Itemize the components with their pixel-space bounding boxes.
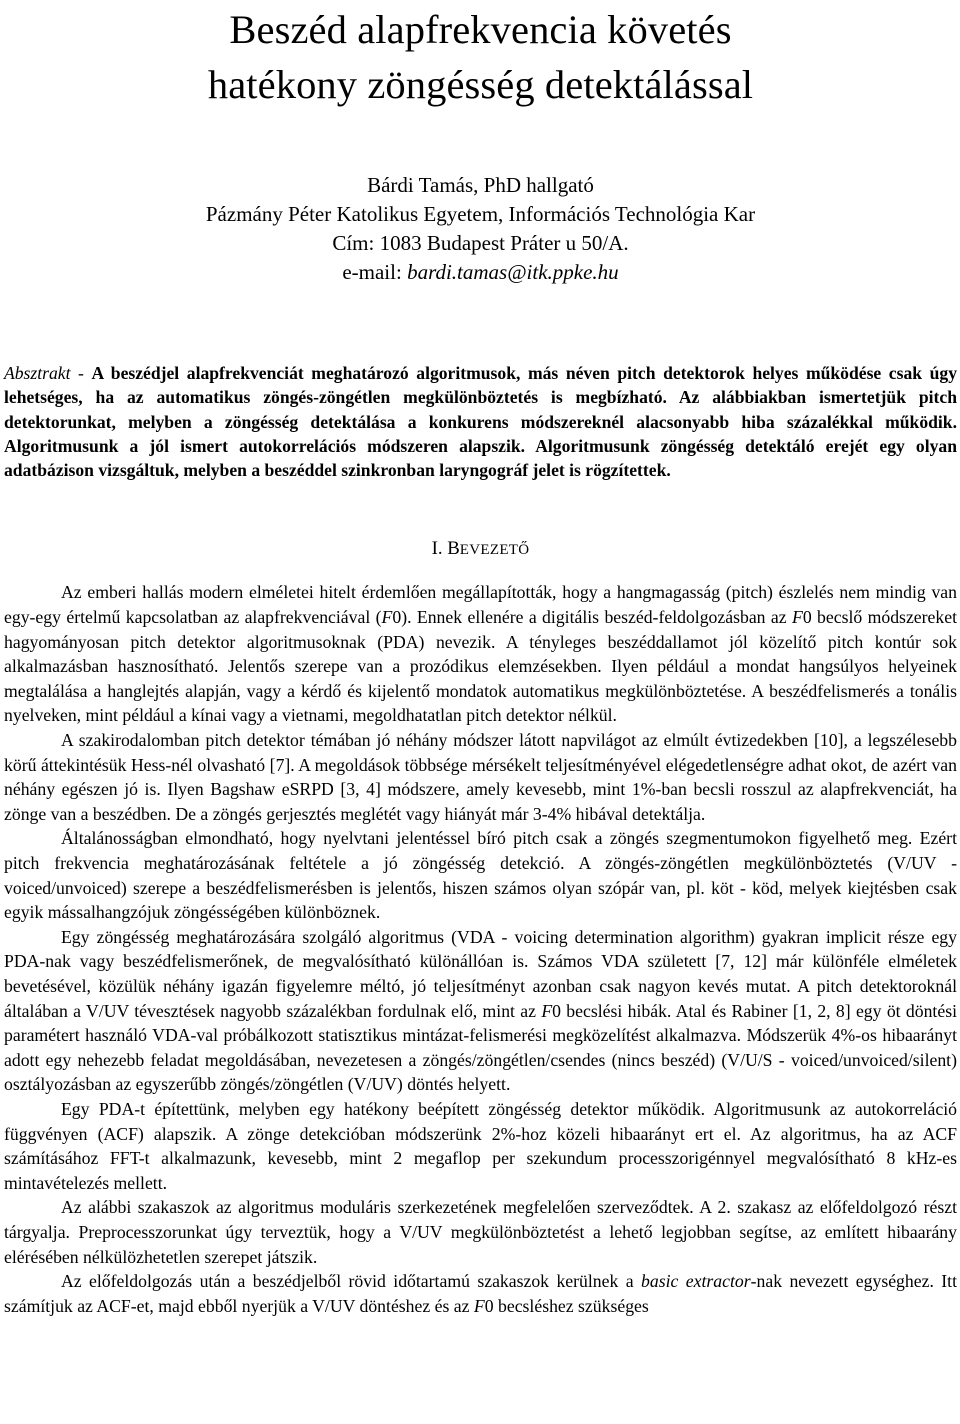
title-line-2: hatékony zöngésség detektálással	[207, 62, 754, 107]
paragraph-1-text-b: 0). Ennek ellenére a digitális beszéd-feldolgozásban az	[392, 607, 792, 628]
section-body	[4, 580, 957, 1318]
paragraph-3: Általánosságban elmondható, hogy nyelvtani jelentéssel bíró pitch csak a zöngés szegmentumokon figyelhető meg. Ezért pitch frekvencia meghatározásának feltétele a jó zöngésség detekció. A zöngés-zöngétlen megkülönböztetés (V/UV - voiced/unvoiced) szerepe a beszédfelismerésben is jelentős, hiszen számos olyan szópár van, pl. köt - köd, melyek kiejtésben csak egyik mássalhangzójuk zöngésségében különböznek.	[4, 828, 957, 923]
author-affiliation: Pázmány Péter Katolikus Egyetem, Információs Technológia Kar	[205, 202, 756, 226]
paragraph-1	[4, 580, 957, 728]
section-heading	[4, 537, 957, 562]
author-name: Bárdi Tamás, PhD hallgató	[367, 173, 594, 197]
section-numeral: I.	[431, 538, 448, 560]
paragraph-7-text-a: Az előfeldolgozás után a beszédjelből rövid időtartamú szakaszok kerülnek a	[61, 1271, 642, 1292]
paragraph-7-text-c: 0 becsléshez szükséges	[484, 1295, 649, 1316]
paragraph-5: Egy PDA-t építettünk, melyben egy hatékony beépített zöngésség detektor működik. Algoritmusunk az autokorreláció függvényen (ACF) alapszik. A zönge detekcióban módszerünk 2%-hoz közeli hibaarányt ert el. Az algoritmus, ha az ACF számításához FFT-t alkalmazunk, kevesebb, mint 2 megaflop per szekundum processzorigénnyel megvalósítható 8 kHz-es mintavételezés mellett.	[4, 1098, 957, 1193]
abstract-dash: -	[70, 363, 92, 383]
section-rest: EVEZETŐ	[459, 542, 530, 559]
title-line-1: Beszéd alapfrekvencia követés	[229, 7, 732, 52]
abstract-text: A beszédjel alapfrekvenciát meghatározó algoritmusok, más néven pitch detektorok helyes működése csak úgy lehetséges, ha az automatikus zöngés-zöngétlen megkülönböztetés is megbízható. Az alábbiakban ismertetjük pitch detektorunkat, melyben a zöngésség detektálása a konkurens módszereknél alacsonyabb hiba százalékkal működik. Algoritmusunk a jól ismert autokorrelációs módszeren alapszik. Algoritmusunk zöngésség detektáló erejét egy olyan adatbázison vizsgáltuk, melyben a beszéddel szinkronban laryngográf jelet is rögzítettek.	[4, 363, 957, 481]
author-email-line	[4, 258, 957, 287]
author-address: Cím: 1083 Budapest Práter u 50/A.	[332, 231, 629, 255]
abstract	[4, 361, 957, 482]
section-first-letter: B	[447, 538, 460, 560]
paragraph-6: Az alábbi szakaszok az algoritmus moduláris szerkezetének megfelelően szerveződtek. A 2. szakasz az előfeldolgozó részt tárgyalja. Preprocesszorunkat úgy terveztük, hogy a V/UV megkülönböztetést a lehető legjobban segítse, az említett hibaarány elérésében nélkülözhetetlen szerepet játszik.	[4, 1197, 957, 1267]
paragraph-4	[4, 925, 957, 1097]
paper-title	[4, 0, 957, 112]
paragraph-7-text-b: -nak nevezett egységhez. Itt számítjuk az ACF-et, majd ebből nyerjük a V/UV döntéshez és az	[4, 1271, 958, 1316]
paragraph-7-emphasis: basic extractor	[641, 1271, 751, 1292]
email-address[interactable]: bardi.tamas@itk.ppke.hu	[407, 260, 619, 284]
email-label: e-mail:	[342, 260, 402, 284]
author-block	[4, 171, 957, 287]
paragraph-1-f0-symbol-2: F	[792, 607, 803, 628]
paragraph-1-f0-symbol: F	[381, 607, 393, 628]
paragraph-4-text-b: 0 becslési hibák. Atal és Rabiner [1, 2, 8] egy öt döntési paramétert használó VDA-val próbálkozott statisztikus mintázat-felismerési megközelítést alkalmazva. Módszerük 4%-os hibaarányt adott egy nehezebb feladat megoldásában, nevezetesen a zöngés/zöngétlen/csendes (nincs beszéd) (V/U/S - voiced/unvoiced/silent) osztályozásban az egyszerűbb zöngés/zöngétlen (V/UV) döntés helyett.	[4, 1000, 957, 1095]
paragraph-1-text-c: 0 becslő módszereket hagyományosan pitch detektor algoritmusoknak (PDA) nevezik. A tényleges beszéddallamot jól közelítő pitch kontúr sok alkalmazásban hasznosítható. Jelentős szerepe van a prozódikus elemzésekben. Ilyen például a mondat hangsúlyos helyeinek megtalálása a hanglejtés alapján, vagy a kérdő és kijelentő mondatok automatikus megkülönböztetése. A beszédfelismerés a tonális nyelveken, mint például a kínai vagy a vietnami, megoldhatatlan pitch detektor nélkül.	[4, 607, 957, 726]
paragraph-4-f0-symbol: F	[541, 1000, 553, 1021]
paragraph-2: A szakirodalomban pitch detektor témában jó néhány módszer látott napvilágot az elmúlt évtizedekben [10], a legszélesebb körű áttekintésük Hess-nél olvasható [7]. A megoldások többsége mérsékelt teljesítményével elégedetlenségre adhat okot, de azért van néhány egészen jó is. Ilyen Bagshaw eSRPD [3, 4] módszere, amely kevesebb, mint 1%-ban becsli rosszul az alapfrekvenciát, ha zönge van a beszédben. De a zöngés gerjesztés meglétét vagy hiányát már 3-4% hibával detektálja.	[4, 730, 957, 824]
paragraph-4-text-a: Egy zöngésség meghatározására szolgáló algoritmus (VDA - voicing determination algorithm) gyakran implicit része egy PDA-nak vagy beszédfelismerőnek, de megvalósítható különállóan is. Számos VDA született [7, 12] már különféle elméletek bevetésével, közülük néhány igazán figyelemre méltó, jó teljesítményt azonban csak nagyon kevés mutat. A pitch detektoroknál általában a V/UV tévesztések nagyobb százalékban fordulnak elő, mint az	[4, 926, 957, 1021]
paragraph-7-f0-symbol: F	[473, 1295, 485, 1316]
abstract-label: Absztrakt	[4, 363, 71, 383]
paragraph-7	[4, 1269, 957, 1318]
paragraph-1-text-a: Az emberi hallás modern elméletei hitelt érdemlően megállapították, hogy a hangmagasság (pitch) észlelés nem mindig van egy-egy értelmű kapcsolatban az alapfrekvenciával (	[4, 582, 957, 628]
